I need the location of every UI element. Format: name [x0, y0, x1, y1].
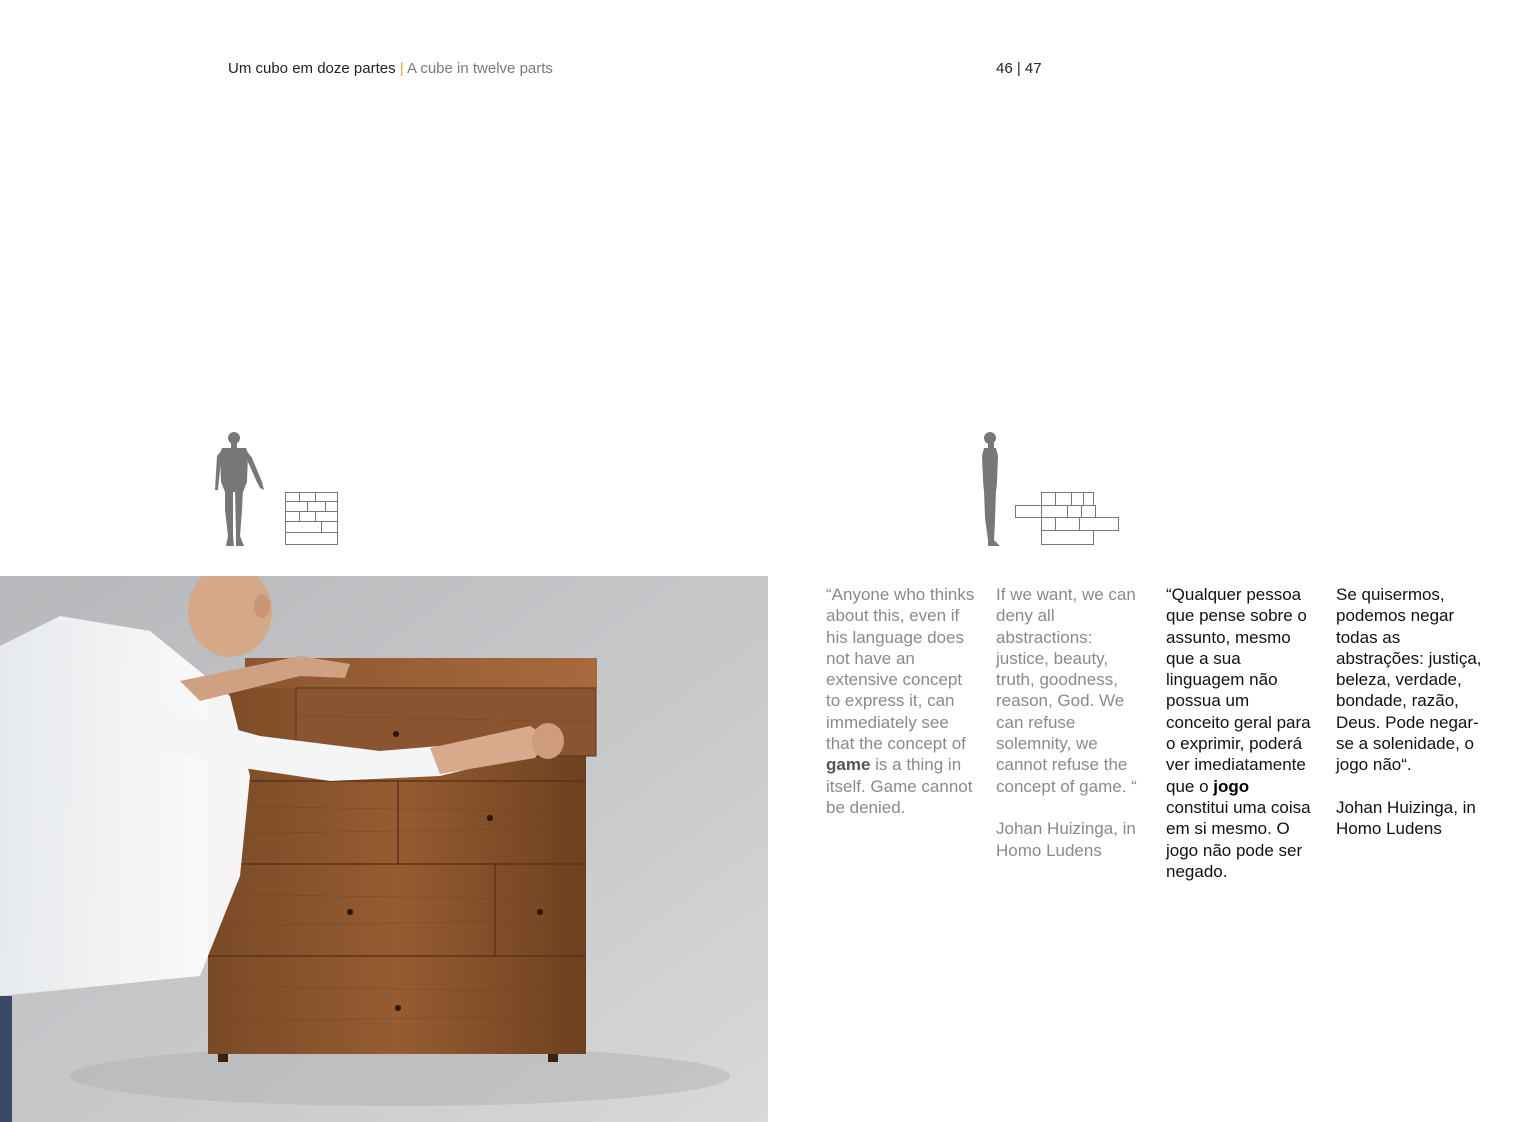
quote-en-column-1	[826, 584, 976, 818]
quote-en-continued: If we want, we can deny all abstractions: justice, beauty, truth, goodness, reason, God. We can refuse solemnity, we cannot refuse the concept of game. “	[996, 585, 1137, 796]
quote-pt-attribution: Johan Huizinga, in Homo Ludens	[1336, 797, 1476, 839]
quote-en-column-2	[996, 584, 1146, 861]
title-pt: Um cubo em doze partes	[228, 60, 396, 77]
quote-pt-column-1	[1166, 584, 1316, 882]
human-figure-side-icon	[978, 430, 1006, 548]
quote-pt-after-bold: constitui uma coisa em si mesmo. O jogo não pode ser negado.	[1166, 797, 1311, 881]
quote-en-bold-word: game	[826, 755, 871, 775]
quote-pt-text	[1166, 584, 1316, 882]
running-head	[228, 60, 553, 77]
page-numbers: 46 | 47	[996, 60, 1042, 77]
human-figure-front-icon	[212, 430, 268, 548]
title-separator: |	[399, 60, 404, 77]
quote-pt-bold-word: jogo	[1213, 776, 1250, 796]
cube-closed-diagram-icon	[285, 492, 339, 546]
quote-en-attribution: Johan Huizinga, in Homo Ludens	[996, 819, 1136, 860]
quote-pt-continued: Se quisermos, podemos negar todas as abstrações: justiça, beleza, verdade, bondade, razão, Deus. Pode negar-se a solenidade, o jogo não“.	[1336, 585, 1482, 775]
title-en: A cube in twelve parts	[407, 60, 553, 77]
man-pushing-wooden-cube-drawers-photo	[0, 576, 768, 1122]
quote-en-text	[826, 584, 976, 818]
quote-en-before-bold: “Anyone who thinks about this, even if his language does not have an extensive concept to express it, can immediately see that the concept of	[826, 585, 975, 754]
quote-pt-before-bold: “Qualquer pessoa que pense sobre o assunto, mesmo que a sua linguagem não possua um conceito geral para o exprimir, poderá ver imediatamente que o	[1166, 585, 1311, 796]
quote-en-after-bold: is a thing in itself. Game cannot be denied.	[826, 755, 973, 817]
cube-exploded-diagram-icon	[1014, 492, 1120, 546]
quote-pt-column-2	[1336, 584, 1486, 840]
